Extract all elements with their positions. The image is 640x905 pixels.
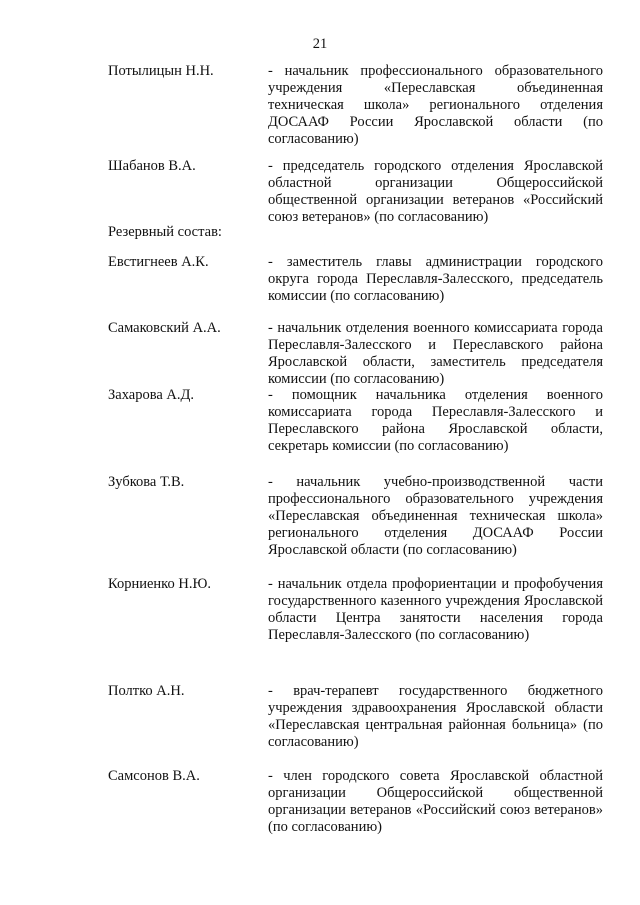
member-name: Евстигнеев А.К. [108, 254, 209, 270]
member-role: - заместитель главы администрации городского округа города Переславля-Залесского, председатель комиссии (по согласованию) [268, 254, 603, 304]
member-name: Шабанов В.А. [108, 158, 196, 174]
member-role: - помощник начальника отделения военного комиссариата города Переславля-Залесского и Переславского района Ярославской области, секретарь комиссии (по согласованию) [268, 387, 603, 454]
member-role: - начальник отдела профориентации и профобучения государственного казенного учреждения Ярославской области Центра занятости населения города Переславля-Залесского (по согласованию) [268, 576, 603, 643]
page-number: 21 [312, 36, 328, 52]
member-name: Самсонов В.А. [108, 768, 200, 784]
member-role: - начальник отделения военного комиссариата города Переславля-Залесского и Переславского района Ярославской области, заместитель председателя комиссии (по согласованию) [268, 320, 603, 387]
member-name: Захарова А.Д. [108, 387, 195, 403]
member-name: Потылицын Н.Н. [108, 63, 214, 79]
member-role: - начальник профессионального образовательного учреждения «Переславская объединенная техническая школа» регионального отделения ДОСААФ России Ярославской области (по согласованию) [268, 63, 603, 147]
member-role: - начальник учебно-производственной части профессионального образовательного учреждения «Переславская объединенная техническая школа» регионального отделения ДОСААФ России Ярославской области (по согласованию) [268, 474, 603, 558]
member-name: Зубкова Т.В. [108, 474, 185, 490]
member-role: - председатель городского отделения Ярославской областной организации Общероссийской общественной организации ветеранов «Российский союз ветеранов» (по согласованию) [268, 158, 603, 225]
member-name: Самаковский А.А. [108, 320, 221, 336]
member-name: Полтко А.Н. [108, 683, 185, 699]
reserve-section-label: Резервный состав: [108, 224, 222, 240]
member-role: - член городского совета Ярославской областной организации Общероссийской общественной организации ветеранов «Российский союз ветеранов» (по согласованию) [268, 768, 603, 835]
member-name: Корниенко Н.Ю. [108, 576, 211, 592]
member-role: - врач-терапевт государственного бюджетного учреждения здравоохранения Ярославской области «Переславская центральная районная больница» (по согласованию) [268, 683, 603, 750]
